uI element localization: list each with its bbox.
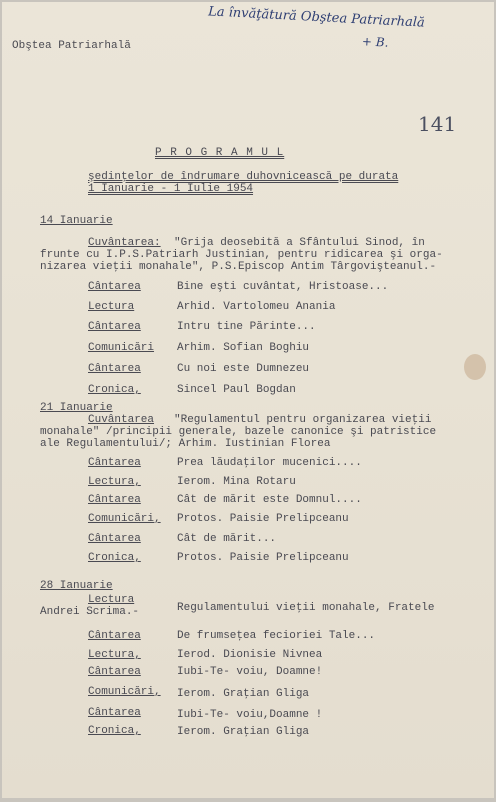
program-item-value: Intru tine Părinte...: [177, 321, 316, 333]
program-item-label: Cântarea: [88, 281, 141, 293]
program-item-value: Prea lăudaţilor mucenici....: [177, 457, 362, 469]
program-item-label: Cântarea: [88, 707, 141, 719]
session-date: 28 Ianuarie: [40, 580, 113, 592]
program-item-value: Cu noi este Dumnezeu: [177, 363, 310, 375]
page-title: P R O G R A M U L: [155, 147, 285, 159]
program-item-label: Cântarea: [88, 533, 141, 545]
session-speech-text: nizarea vieţii monahale", P.S.Episcop Antim Târgovişteanul.-: [40, 261, 437, 273]
program-item-value: Iubi-Te- voiu, Doamne!: [177, 666, 323, 678]
program-item-label: Lectura,: [88, 649, 141, 661]
session-speech-text: "Grija deosebită a Sfântului Sinod, în: [174, 237, 425, 249]
program-item-label: Cronica,: [88, 552, 141, 564]
session-speech-text: frunte cu I.P.S.Patriarh Justinian, pentru ridicarea şi orga-: [40, 249, 443, 261]
program-item-label: Cântarea: [88, 321, 141, 333]
program-item-label: Comunicări,: [88, 513, 161, 525]
session-speech-text: Regulamentului vieţii monahale, Fratele: [177, 602, 435, 614]
program-item-label: Lectura,: [88, 476, 141, 488]
session-speech-text: monahale" /principii generale, bazele canonice şi patristice: [40, 426, 437, 438]
program-item-label: Cântarea: [88, 494, 141, 506]
session-speech-label: Lectura: [88, 594, 135, 606]
program-item-value: Cât de mărit este Domnul....: [177, 494, 362, 506]
session-speech-text: Andrei Scrima.-: [40, 606, 140, 618]
program-item-value: Cât de mărit...: [177, 533, 277, 545]
program-item-value: Ierom. Graţian Gliga: [177, 726, 310, 738]
program-item-label: Cântarea: [88, 630, 141, 642]
program-item-label: Cronica,: [88, 384, 141, 396]
program-item-value: Ierod. Dionisie Nivnea: [177, 649, 323, 661]
session-date: 14 Ianuarie: [40, 215, 113, 227]
program-item-label: Cântarea: [88, 363, 141, 375]
program-item-label: Lectura: [88, 301, 135, 313]
subtitle-line-2: 1 Ianuarie - 1 Iulie 1954: [88, 183, 254, 195]
subtitle-line-1: şedinţelor de îndrumare duhovnicească pe durata: [88, 171, 399, 183]
program-item-value: Ierom. Mina Rotaru: [177, 476, 296, 488]
handwritten-note: La învăţătură Obştea Patriarhală: [207, 4, 426, 31]
program-item-label: Comunicări,: [88, 686, 161, 698]
session-speech-text: ale Regulamentului/; Arhim. Iustinian Florea: [40, 438, 331, 450]
paper-stain: [464, 354, 486, 380]
program-item-value: Arhim. Sofian Boghiu: [177, 342, 310, 354]
program-item-label: Cronica,: [88, 725, 141, 737]
session-speech-label: Cuvântarea:: [88, 237, 161, 249]
session-date: 21 Ianuarie: [40, 402, 113, 414]
session-speech-label: Cuvântarea: [88, 414, 155, 426]
program-item-value: Sincel Paul Bogdan: [177, 384, 296, 396]
handwritten-signature: + B.: [361, 34, 389, 50]
session-speech-text: "Regulamentul pentru organizarea vieţii: [174, 414, 432, 426]
program-item-label: Comunicări: [88, 342, 155, 354]
program-item-value: Protos. Paisie Prelipceanu: [177, 552, 349, 564]
program-item-label: Cântarea: [88, 457, 141, 469]
program-item-value: Arhid. Vartolomeu Anania: [177, 301, 336, 313]
program-item-value: Bine eşti cuvântat, Hristoase...: [177, 281, 389, 293]
handwritten-mark: 141: [418, 112, 457, 136]
program-item-value: Ierom. Graţian Gliga: [177, 688, 310, 700]
organization-name: Obştea Patriarhală: [12, 40, 131, 52]
program-item-value: De frumseţea fecioriei Tale...: [177, 630, 376, 642]
document-page: [2, 2, 494, 798]
program-item-value: Iubi-Te- voiu,Doamne !: [177, 709, 323, 721]
program-item-value: Protos. Paisie Prelipceanu: [177, 513, 349, 525]
program-item-label: Cântarea: [88, 666, 141, 678]
